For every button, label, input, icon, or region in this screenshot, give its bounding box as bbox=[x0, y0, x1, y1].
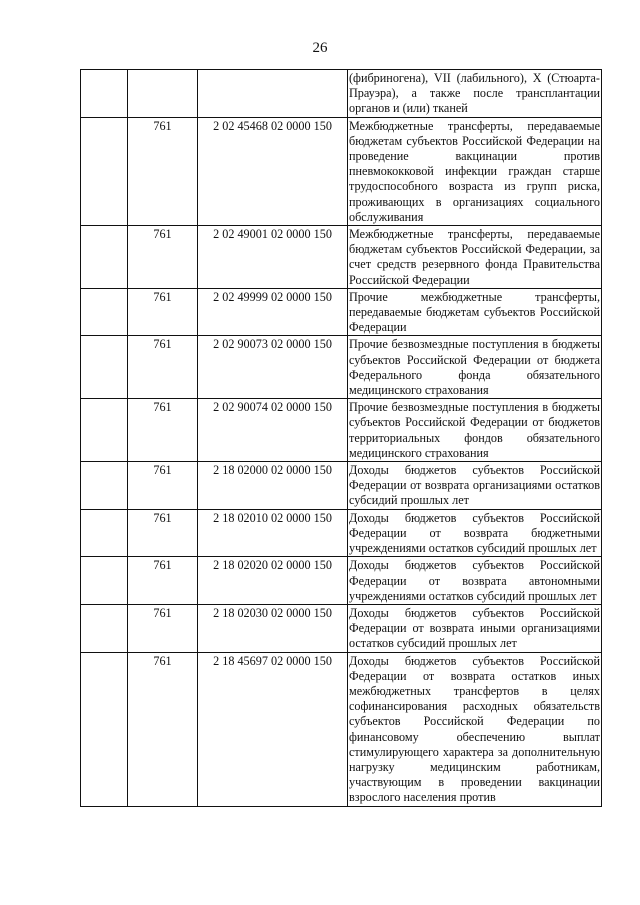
budget-classification-code-cell: 2 02 49001 02 0000 150 bbox=[198, 226, 348, 289]
blank-cell bbox=[81, 70, 128, 118]
revenue-description-cell: Прочие безвозмездные поступления в бюджеты субъектов Российской Федерации от бюджета Федерального фонда обязательного медицинского страхования bbox=[349, 337, 600, 398]
table-row bbox=[81, 399, 602, 462]
revenue-description-cell: Прочие межбюджетные трансферты, передаваемые бюджетам субъектов Российской Федерации bbox=[349, 289, 600, 335]
budget-classification-code-cell: 2 18 02000 02 0000 150 bbox=[198, 462, 348, 510]
revenue-description-cell: Доходы бюджетов субъектов Российской Федерации от возврата иными организациями остатков субсидий прошлых лет bbox=[349, 605, 600, 651]
blank-cell bbox=[81, 288, 128, 336]
admin-code-cell: 761 bbox=[128, 288, 198, 336]
table-row bbox=[81, 604, 602, 652]
blank-cell bbox=[81, 509, 128, 557]
revenue-description-cell: Межбюджетные трансферты, передаваемые бюджетам субъектов Российской Федерации на проведение вакцинации против пневмококковой инфекции граждан старше трудоспособного возраста из групп риска, проживающих в организациях социального обслуживания bbox=[349, 118, 600, 224]
admin-code-cell: 761 bbox=[128, 604, 198, 652]
blank-cell bbox=[81, 557, 128, 605]
admin-code-cell: 761 bbox=[128, 652, 198, 806]
revenue-description-cell: Межбюджетные трансферты, передаваемые бюджетам субъектов Российской Федерации, за счет средств резервного фонда Правительства Российской Федерации bbox=[349, 227, 600, 287]
revenue-description-cell: (фибриногена), VII (лабильного), X (Стюарта-Прауэра), а также после трансплантации органов и (или) тканей bbox=[349, 71, 600, 116]
budget-classification-code-cell: 2 02 45468 02 0000 150 bbox=[198, 117, 348, 225]
table-row bbox=[81, 70, 602, 118]
revenue-description-cell: Доходы бюджетов субъектов Российской Федерации от возврата остатков иных межбюджетных трансфертов в целях софинансирования расходных обязательств субъектов Российской Федерации по финансовому обеспечению выплат стимулирующего характера за дополнительную нагрузку медицинским работникам, участвующим в проведении вакцинации взрослого населения против bbox=[349, 653, 600, 805]
admin-code-cell: 761 bbox=[128, 509, 198, 557]
admin-code-cell: 761 bbox=[128, 557, 198, 605]
blank-cell bbox=[81, 604, 128, 652]
table-row bbox=[81, 288, 602, 336]
budget-classification-code-cell: 2 02 49999 02 0000 150 bbox=[198, 288, 348, 336]
revenue-description-cell: Доходы бюджетов субъектов Российской Федерации от возврата бюджетными учреждениями остатков субсидий прошлых лет bbox=[349, 510, 600, 556]
admin-code-cell: 761 bbox=[128, 462, 198, 510]
admin-code-cell bbox=[128, 70, 198, 118]
budget-classification-code-cell: 2 02 90073 02 0000 150 bbox=[198, 336, 348, 399]
table-row bbox=[81, 462, 602, 510]
blank-cell bbox=[81, 652, 128, 806]
revenue-description-cell: Прочие безвозмездные поступления в бюджеты субъектов Российской Федерации от бюджетов территориальных фондов обязательного медицинского страхования bbox=[349, 400, 600, 460]
blank-cell bbox=[81, 117, 128, 225]
blank-cell bbox=[81, 399, 128, 462]
page-number: 26 bbox=[312, 40, 328, 56]
budget-classification-code-cell: 2 18 02030 02 0000 150 bbox=[198, 604, 348, 652]
admin-code-cell: 761 bbox=[128, 226, 198, 289]
table-row bbox=[81, 226, 602, 289]
table-body bbox=[81, 70, 602, 807]
table-row bbox=[81, 509, 602, 557]
budget-classification-code-cell: 2 18 02010 02 0000 150 bbox=[198, 509, 348, 557]
budget-classification-code-cell: 2 02 90074 02 0000 150 bbox=[198, 399, 348, 462]
revenue-description-cell: Доходы бюджетов субъектов Российской Федерации от возврата организациями остатков субсидий прошлых лет bbox=[349, 463, 600, 508]
table-row bbox=[81, 557, 602, 605]
revenue-codes-table bbox=[80, 69, 602, 807]
budget-classification-code-cell bbox=[198, 70, 348, 118]
admin-code-cell: 761 bbox=[128, 117, 198, 225]
table-row bbox=[81, 117, 602, 225]
blank-cell bbox=[81, 336, 128, 399]
revenue-description-cell: Доходы бюджетов субъектов Российской Федерации от возврата автономными учреждениями остатков субсидий прошлых лет bbox=[349, 558, 600, 603]
table-row bbox=[81, 652, 602, 806]
budget-classification-code-cell: 2 18 45697 02 0000 150 bbox=[198, 652, 348, 806]
blank-cell bbox=[81, 226, 128, 289]
blank-cell bbox=[81, 462, 128, 510]
table-row bbox=[81, 336, 602, 399]
admin-code-cell: 761 bbox=[128, 399, 198, 462]
admin-code-cell: 761 bbox=[128, 336, 198, 399]
budget-classification-code-cell: 2 18 02020 02 0000 150 bbox=[198, 557, 348, 605]
